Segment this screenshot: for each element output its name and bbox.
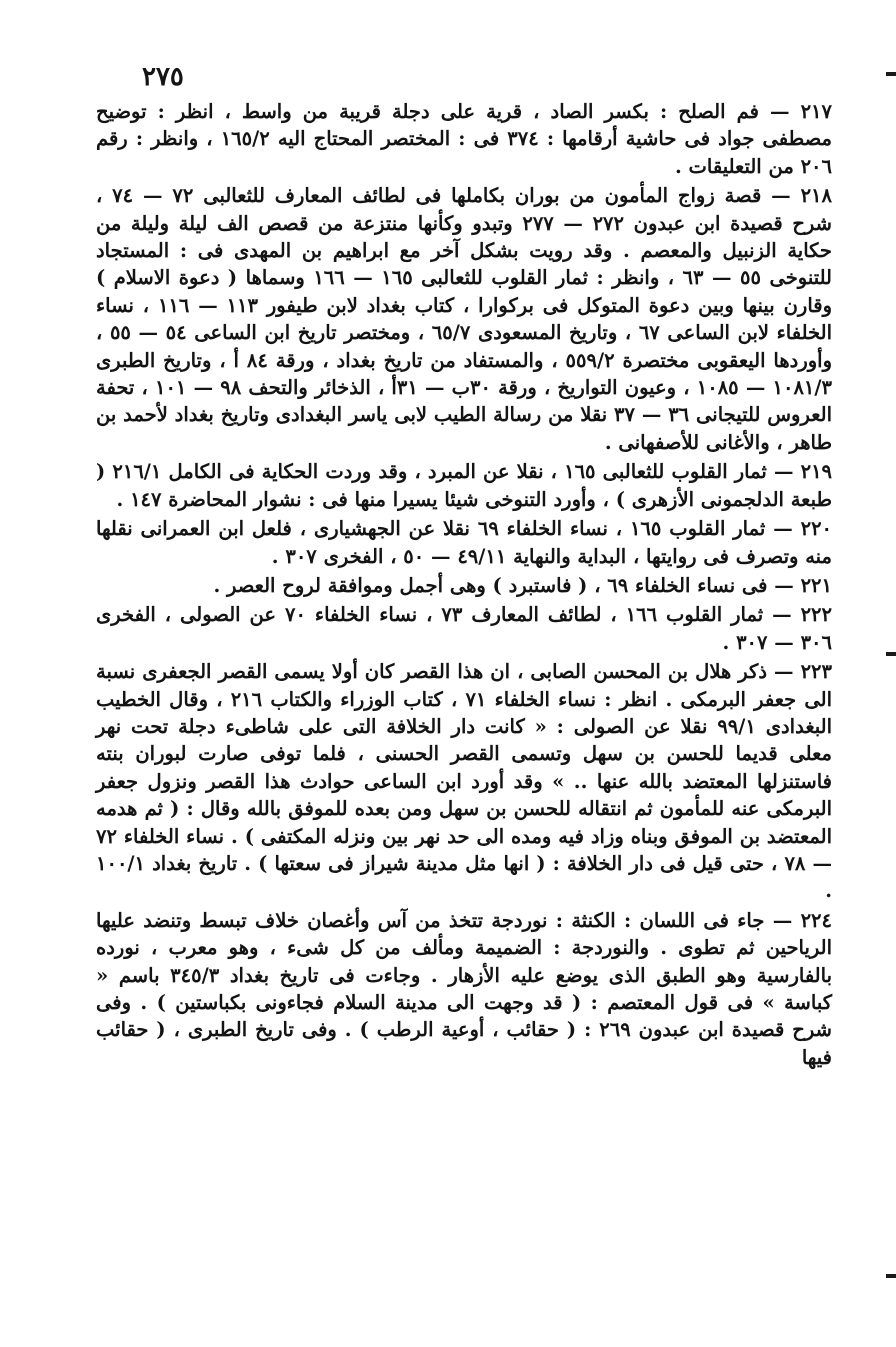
- margin-mark: [886, 72, 896, 76]
- note-221: ٢٢١ — فى نساء الخلفاء ٦٩ ، ( فاستبرد ) وهى أجمل وموافقة لروح العصر .: [213, 573, 832, 597]
- document-page: [96, 58, 832, 1298]
- note-219: ٢١٩ — ثمار القلوب للثعالبى ١٦٥ ، نقلا عن المبرد ، وقد وردت الحكاية فى الكامل ٢١٦/١ ( طبعة الدلجمونى الأزهرى ) ، وأورد التنوخى شيئا يسيرا منها فى : نشوار المحاضرة ١٤٧ .: [96, 460, 833, 511]
- page-number: ٢٧٥: [142, 62, 184, 92]
- margin-mark: [886, 1274, 896, 1278]
- note-217: ٢١٧ — فم الصلح : بكسر الصاد ، قرية على دجلة قريبة من واسط ، انظر : توضيح مصطفى جواد فى حاشية أرقامها : ٣٧٤ فى : المختصر المحتاج اليه ١٦٥/٢ ، وانظر : رقم ٢٠٦ من التعليقات .: [96, 100, 832, 178]
- note-218: ٢١٨ — قصة زواج المأمون من بوران بكاملها فى لطائف المعارف للثعالبى ٧٢ — ٧٤ ، شرح قصيدة ابن عبدون ٢٧٢ — ٢٧٧ وتبدو وكأنها منتزعة من قصص الف ليلة وليلة من حكاية الزنبيل والمعصم . وقد رويت بشكل آخر مع ابراهيم بن المهدى فى : المستجاد للتنوخى ٥٥ — ٦٣ ، وانظر : ثمار القلوب للثعالبى ١٦٥ — ١٦٦ وسماها ( دعوة الاسلام ) وقارن بينها وبين دعوة المتوكل فى بركوارا ، كتاب بغداد لابن طيفور ١١٣ — ١١٦ ، نساء الخلفاء لابن الساعى ٦٧ ، وتاريخ المسعودى ٦٥/٧ ، ومختصر تاريخ ابن الساعى ٥٤ — ٥٥ ، وأوردها اليعقوبى مختصرة ٥٥٩/٢ ، والمستفاد من تاريخ بغداد ، ورقة ٨٤ أ ، وتاريخ الطبرى ١٠٨١/٣ — ١٠٨٥ ، وعيون التواريخ ، ورقة ٣٠ب — ٣١أ ، الذخائر والتحف ٩٨ — ١٠١ ، تحفة العروس للتيجانى ٣٦ — ٣٧ نقلا من رسالة الطيب لابى ياسر البغدادى وتاريخ بغداد لأحمد بن طاهر ، والأغانى للأصفهانى .: [96, 184, 833, 454]
- margin-mark: [886, 652, 896, 656]
- note-222: ٢٢٢ — ثمار القلوب ١٦٦ ، لطائف المعارف ٧٣ ، نساء الخلفاء ٧٠ عن الصولى ، الفخرى ٣٠٦ — ٣٠٧ .: [96, 603, 832, 654]
- note-220: ٢٢٠ — ثمار القلوب ١٦٥ ، نساء الخلفاء ٦٩ نقلا عن الجهشيارى ، فلعل ابن العمرانى نقلها منه وتصرف فى روايتها ، البداية والنهاية ٤٩/١١ — ٥٠ ، الفخرى ٣٠٧ .: [96, 517, 833, 568]
- note-224: ٢٢٤ — جاء فى اللسان : الكنثة : نوردجة تتخذ من آس وأغصان خلاف تبسط وتنضد عليها الرياحين ثم تطوى . والنوردجة : الضميمة ومألف من كل شىء ، وهو معرب ، نورده بالفارسية وهو الطبق الذى يوضع عليه الأزهار . وجاءت فى تاريخ بغداد ٣٤٥/٣ باسم « كباسة » فى قول المعتصم : ( قد وجهت الى مدينة السلام فجاءونى بكباستين ) . وفى شرح قصيدة ابن عبدون ٢٦٩ : ( حقائب ، أوعية الرطب ) . وفى تاريخ الطبرى ، ( حقائب فيها: [96, 908, 832, 1069]
- note-223: ٢٢٣ — ذكر هلال بن المحسن الصابى ، ان هذا القصر كان أولا يسمى القصر الجعفرى نسبة الى جعفر البرمكى . انظر : نساء الخلفاء ٧١ ، كتاب الوزراء والكتاب ٢١٦ ، وقال الخطيب البغدادى ٩٩/١ نقلا عن الصولى : « كانت دار الخلافة التى على شاطىء دجلة تحت نهر معلى قديما للحسن بن سهل وتسمى القصر الحسنى ، فلما توفى صارت لبوران بنته فاستنزلها المعتضد بالله عنها .. » وقد أورد ابن الساعى حوادث هذا القصر ونزول جعفر البرمكى عنه للمأمون ثم انتقاله للحسن بن سهل ومن بعده للموفق بالله وقال : ( ثم هدمه المعتضد بن الموفق وبناه وزاد فيه ومده الى حد نهر بين ونزله المكتفى ) . نساء الخلفاء ٧٢ — ٧٨ ، حتى قيل فى دار الخلافة : ( انها مثل مدينة شيراز فى سعتها ) . تاريخ بغداد ١٠٠/١ .: [96, 660, 832, 903]
- notes-body: [96, 98, 832, 1073]
